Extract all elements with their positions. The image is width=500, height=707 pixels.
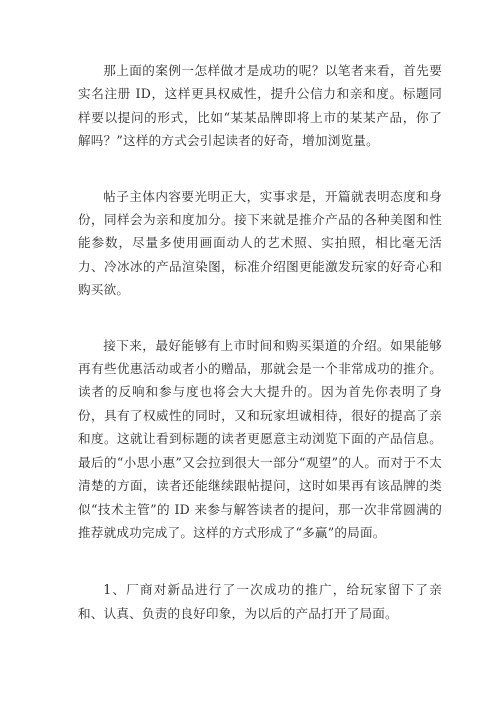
list-item-vendor-benefit: 1、厂商对新品进行了一次成功的推广，给玩家留下了亲和、认真、负责的良好印象，为以后的产品打开了局面。 [78,582,442,621]
paragraph-post-body: 帖子主体内容要光明正大，实事求是，开篇就表明态度和身份，同样会为亲和度加分。接下来就是推介产品的各种美图和性能参数，尽量多使用画面动人的艺术照、实拍照，相比毫无活力、冷冰冰的产品渲染图，标准介绍图更能激发玩家的好奇心和购买欲。 [78,188,442,298]
paragraph-case-analysis: 那上面的案例一怎样做才是成功的呢？以笔者来看，首先要实名注册 ID，这样更具权威性，提升公信力和亲和度。标题同样要以提问的形式，比如“某某品牌即将上市的某某产品，你了解吗？”这样的方式会引起读者的好奇，增加浏览量。 [78,63,442,149]
paragraph-launch-info: 接下来，最好能够有上市时间和购买渠道的介绍。如果能够再有些优惠活动或者小的赠品，那就会是一个非常成功的推介。读者的反响和参与度也将会大大提升的。因为首先你表明了身份，具有了权威性的同时，又和玩家坦诚相待，很好的提高了亲和度。这就让看到标题的读者更愿意主动浏览下面的产品信息。最后的“小思小惠”又会拉到很大一部分“观望”的人。而对于不太清楚的方面，读者还能继续跟帖提问，这时如果再有该品牌的类似“技术主管”的 ID 来参与解答读者的提问，那一次非常圆满的推荐就成功完成了。这样的方式形成了“多赢”的局面。 [78,337,442,540]
